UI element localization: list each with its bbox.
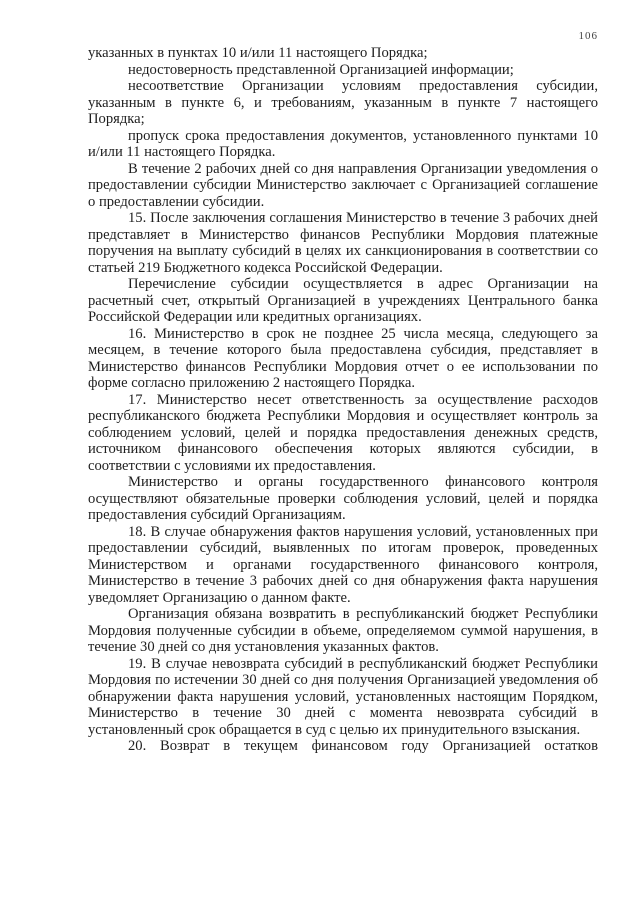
page-number: 106 <box>578 30 598 42</box>
document-body <box>88 45 598 755</box>
paragraph: В течение 2 рабочих дней со дня направления Организации уведомления о предоставлении субсидии Министерство заключает с Организацией соглашение о предоставлении субсидии. <box>88 160 598 210</box>
paragraph: 18. В случае обнаружения фактов нарушения условий, установленных при предоставлении субсидий, выявленных по итогам проверок, проведенных Министерством и органами государственного финансового контроля, Министерство в течение 3 рабочих дней со дня обнаружения факта нарушения уведомляет Организацию о данном факте. <box>88 523 598 606</box>
paragraph: 16. Министерство в срок не позднее 25 числа месяца, следующего за месяцем, в течение которого была предоставлена субсидия, представляет в Министерство финансов Республики Мордовия отчет о ее использовании по форме согласно приложению 2 настоящего Порядка. <box>88 325 598 391</box>
paragraph: 20. Возврат в текущем финансовом году Организацией остатков <box>128 738 598 754</box>
paragraph: Перечисление субсидии осуществляется в адрес Организации на расчетный счет, открытый Организацией в учреждениях Центрального банка Российской Федерации или кредитных организациях. <box>88 276 598 325</box>
paragraph: указанных в пунктах 10 и/или 11 настоящего Порядка; <box>88 45 428 61</box>
paragraph: Министерство и органы государственного финансового контроля осуществляют обязательные проверки соблюдения условий, целей и порядка предоставления субсидий Организациям. <box>88 474 598 523</box>
paragraph: 19. В случае невозврата субсидий в республиканский бюджет Республики Мордовия по истечении 30 дней со дня получения Организацией уведомления об обнаружении факта нарушения условий, установленных настоящим Порядком, Министерство в течение 30 дней с момента невозврата субсидий в установленный срок обращается в суд с целью их принудительного взыскания. <box>88 655 598 738</box>
paragraph: несоответствие Организации условиям предоставления субсидии, указанным в пункте 6, и требованиям, указанным в пункте 7 настоящего Порядка; <box>88 78 598 127</box>
paragraph: пропуск срока предоставления документов, установленного пунктами 10 и/или 11 настоящего Порядка. <box>88 127 598 160</box>
paragraph: Организация обязана возвратить в республиканский бюджет Республики Мордовия полученные субсидии в объеме, определяемом суммой нарушения, в течение 30 дней со дня установления указанных фактов. <box>88 606 598 655</box>
paragraph: 15. После заключения соглашения Министерство в течение 3 рабочих дней представляет в Министерство финансов Республики Мордовия платежные поручения на выплату субсидий в целях их санкционирования в соответствии со статьей 219 Бюджетного кодекса Российской Федерации. <box>88 210 598 276</box>
paragraph: 17. Министерство несет ответственность за осуществление расходов республиканского бюджета Республики Мордовия и осуществляет контроль за соблюдением условий, целей и порядка предоставления денежных средств, источником финансового обеспечения которых являются субсидии, в соответствии с условиями их предоставления. <box>88 391 598 474</box>
paragraph: недостоверность представленной Организацией информации; <box>128 61 514 78</box>
